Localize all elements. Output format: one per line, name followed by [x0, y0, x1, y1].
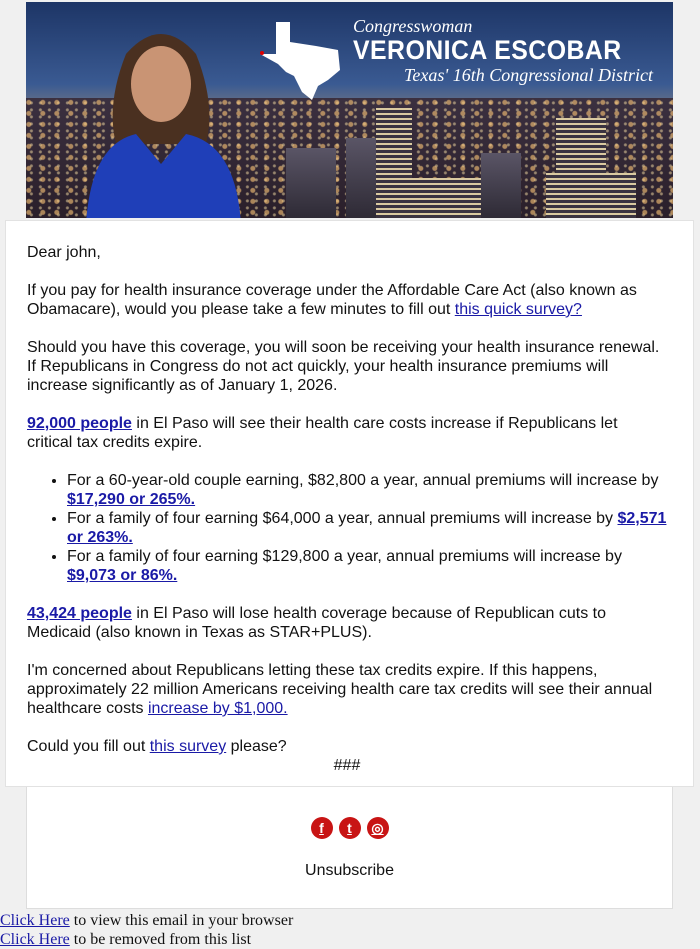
survey-link[interactable]: this survey — [149, 738, 227, 755]
congresswoman-photo — [66, 14, 256, 218]
paragraph-survey: If you pay for health insurance coverage under the Affordable Care Act (also known as Obamacare), would you please take a few minutes to fill out this quick survey? — [27, 282, 637, 318]
list-item: • For a family of four earning $64,000 a year, annual premiums will increase by $2,571 or 263%. — [67, 509, 667, 547]
bullet-link[interactable]: $2,571 or 263%. — [67, 510, 667, 546]
paragraph-concern: I'm concerned about Republicans letting these tax credits expire. If this happens, approximately 22 million Americans receiving health care tax credits will see their annual healthcare costs increase by $1,000. — [27, 662, 653, 717]
43424-people-link[interactable]: 43,424 people — [27, 605, 132, 622]
bottom-links: Click Here to view this email in your browser Click Here to be removed from this list — [0, 912, 294, 948]
banner-title-line1: Congresswoman — [353, 16, 473, 36]
paragraph-92000: 92,000 people in El Paso will see their health care costs increase if Republicans let critical tax credits expire. — [27, 415, 618, 451]
banner-district: Texas' 16th Congressional District — [404, 65, 654, 85]
paragraph-renewal: Should you have this coverage, you will soon be receiving your health insurance renewal. If Republicans in Congress do not act quickly, your health insurance premiums will increase significantly as of January 1, 2026. — [27, 339, 660, 394]
end-mark: ### — [333, 757, 361, 774]
twitter-icon[interactable]: t — [339, 817, 361, 839]
facebook-icon[interactable]: f — [311, 817, 333, 839]
bullet-link[interactable]: $17,290 or 265%. — [67, 491, 196, 508]
texas-map-icon — [258, 20, 343, 100]
view-in-browser-link[interactable]: Click Here — [0, 912, 70, 929]
list-item: • For a 60-year-old couple earning, $82,800 a year, annual premiums will increase by $17,290 or 265%. — [67, 471, 667, 509]
email-footer — [26, 787, 673, 909]
premium-list — [27, 471, 667, 585]
greeting: Dear john, — [27, 244, 101, 261]
instagram-icon[interactable]: ◎ — [367, 817, 389, 839]
banner-name: VERONICA ESCOBAR — [353, 35, 622, 65]
social-icons — [27, 817, 672, 839]
increase-link[interactable]: increase by $1,000. — [147, 700, 288, 717]
92000-people-link[interactable]: 92,000 people — [27, 415, 132, 432]
bullet-link[interactable]: $9,073 or 86%. — [67, 567, 178, 584]
remove-from-list-link[interactable]: Click Here — [0, 931, 70, 948]
list-item: • For a family of four earning $129,800 a year, annual premiums will increase by $9,073 or 86%. — [67, 547, 667, 585]
quick-survey-link[interactable]: this quick survey? — [454, 301, 582, 318]
email-body — [5, 220, 694, 787]
header-banner — [26, 2, 673, 218]
paragraph-43424: 43,424 people in El Paso will lose health coverage because of Republican cuts to Medicaid (also known in Texas as STAR+PLUS). — [27, 605, 607, 641]
unsubscribe-link[interactable]: Unsubscribe — [305, 862, 394, 879]
paragraph-closing: Could you fill out this survey please? — [27, 738, 287, 755]
